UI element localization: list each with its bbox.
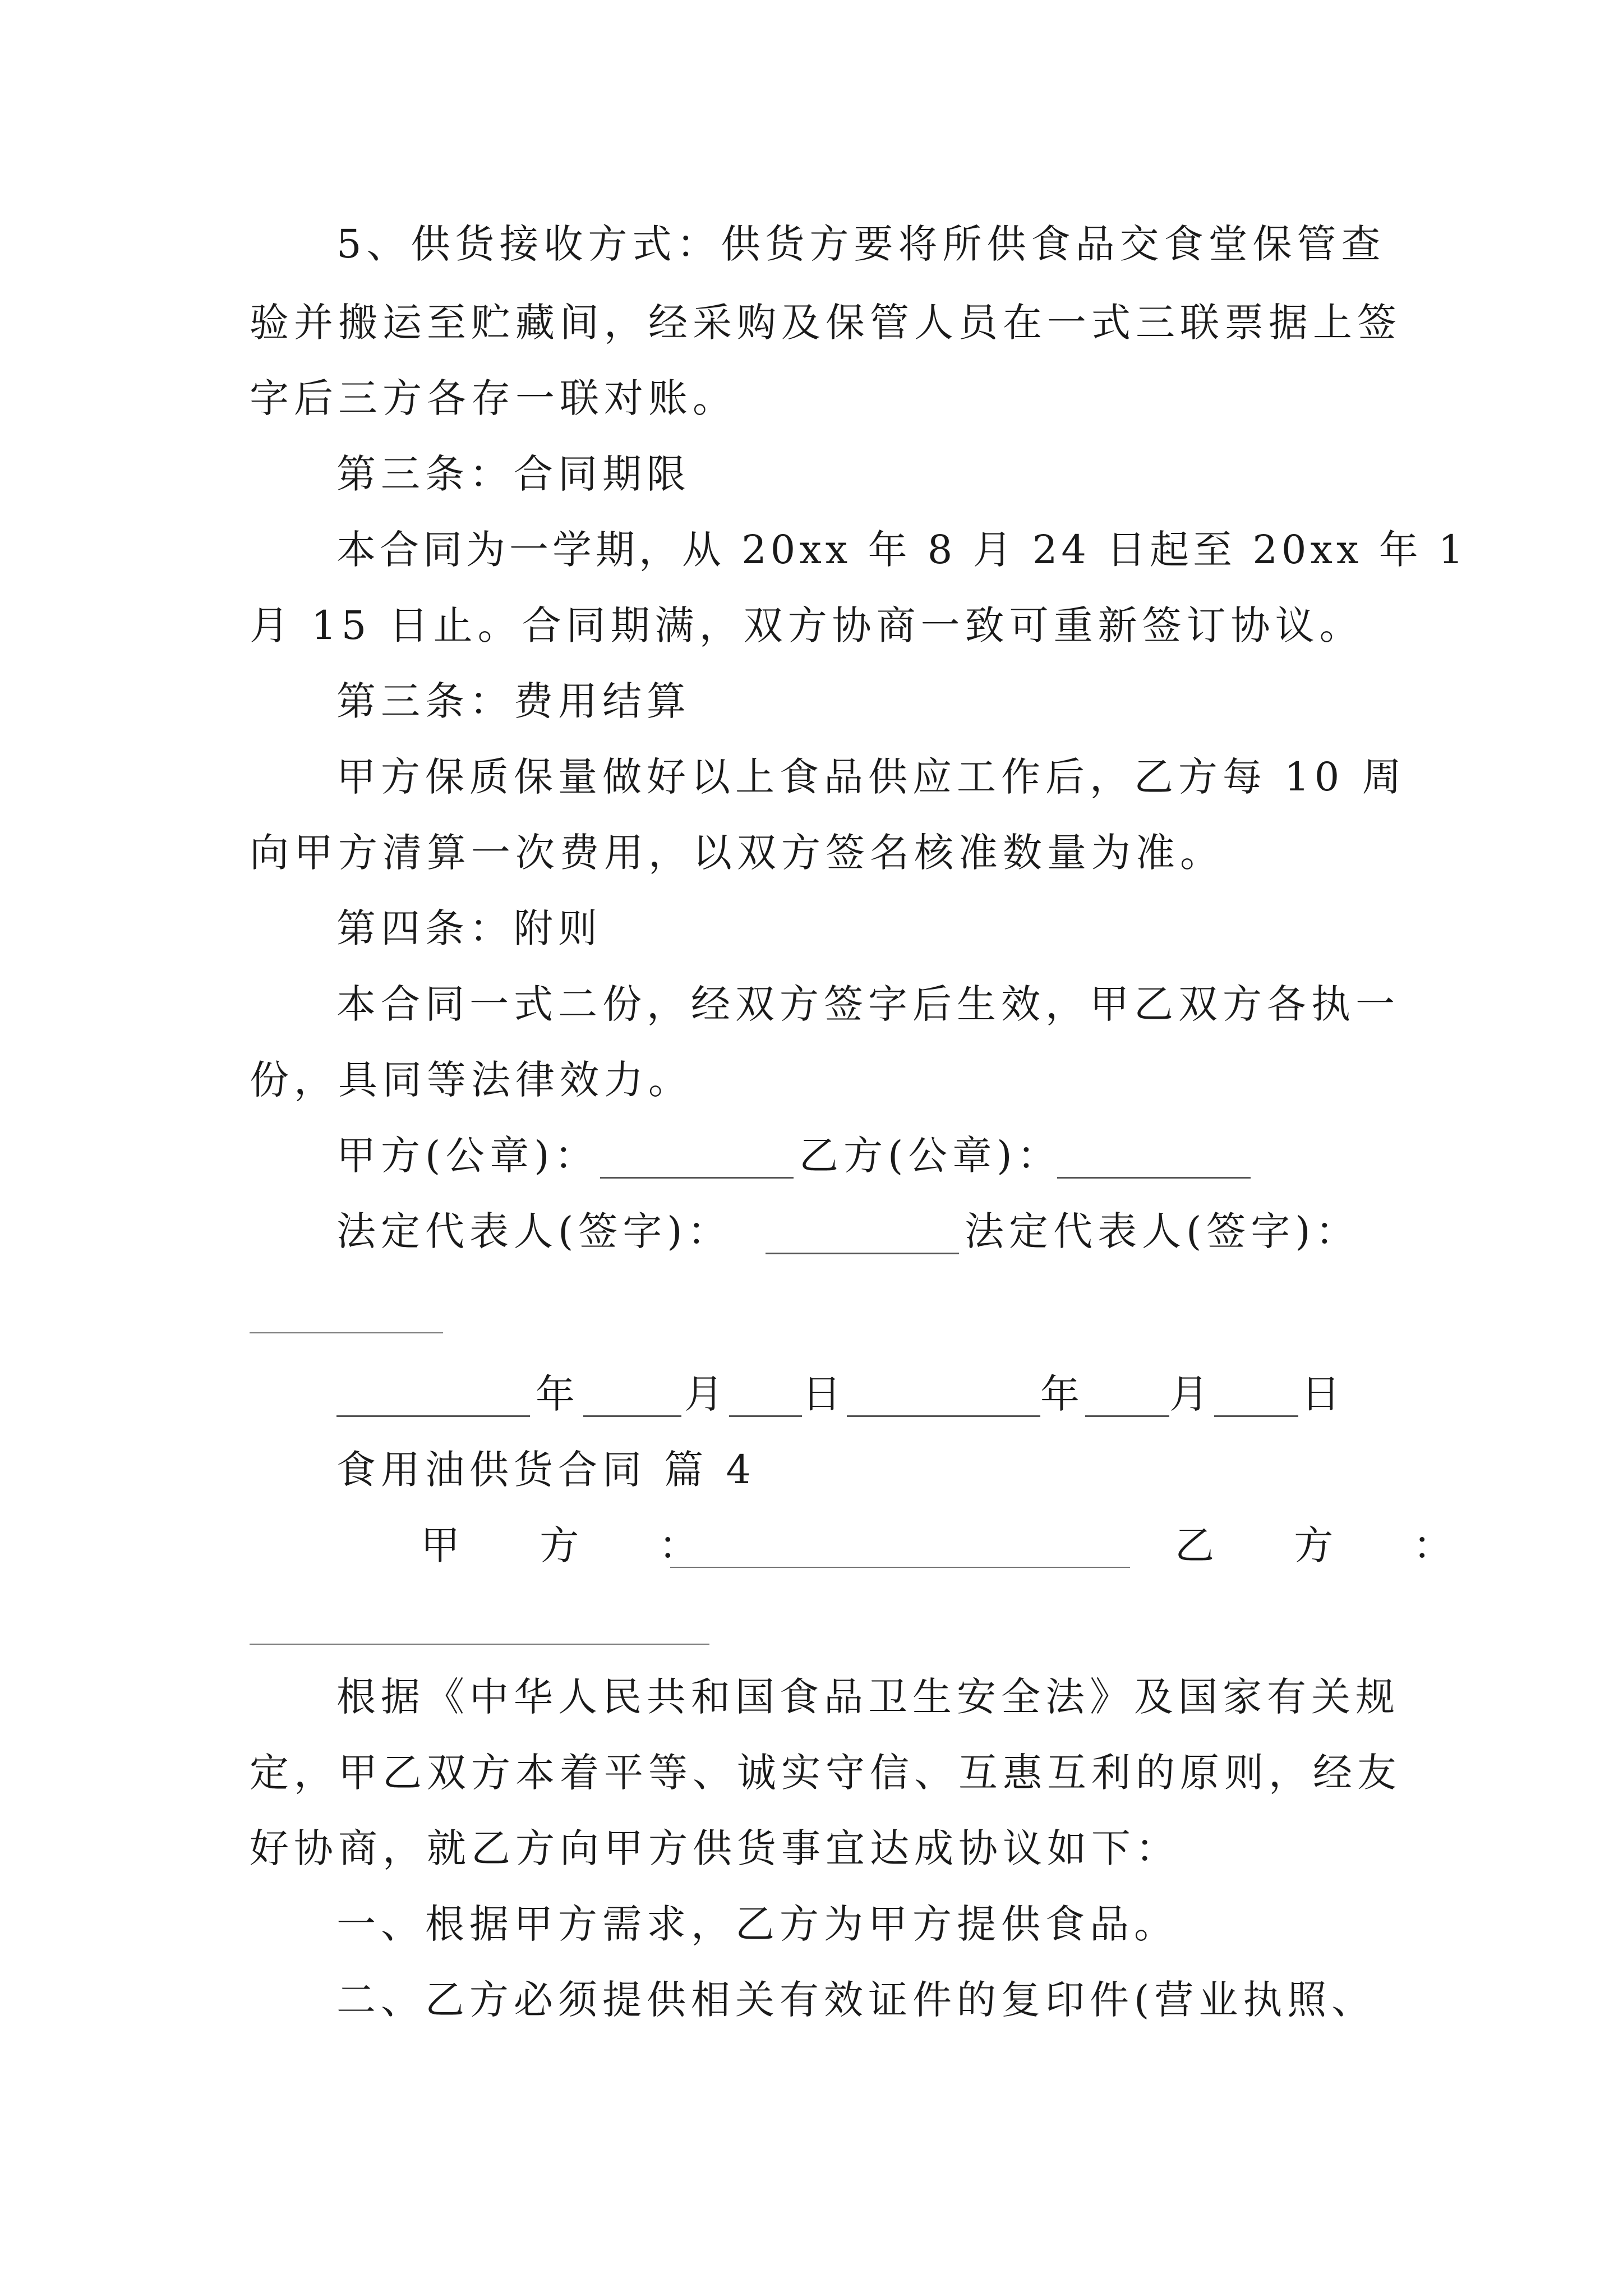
section-heading: 第三条：费用结算 xyxy=(336,678,691,724)
paragraph-line: 定，甲乙双方本着平等、诚实守信、互惠互利的原则，经友 xyxy=(250,1750,1401,1796)
date-b-month-blank xyxy=(1085,1415,1169,1417)
paragraph-line: 向甲方清算一次费用，以双方签名核准数量为准。 xyxy=(250,830,1224,876)
section-title: 食用油供货合同 篇 4 xyxy=(336,1447,757,1493)
paragraph-line: 份，具同等法律效力。 xyxy=(250,1057,693,1103)
paragraph-line: 验并搬运至贮藏间，经采购及保管人员在一式三联票据上签 xyxy=(250,300,1401,346)
date-b-day-label: 日 xyxy=(1301,1371,1345,1417)
rep-a-label: 法定代表人(签字)： xyxy=(336,1208,732,1254)
date-a-year-label: 年 xyxy=(536,1371,580,1417)
date-a-year-blank xyxy=(336,1415,530,1417)
party-b-label: 乙 方 ： xyxy=(1175,1522,1486,1568)
paragraph-line: 根据《中华人民共和国食品卫生安全法》及国家有关规 xyxy=(336,1674,1400,1720)
paragraph-line: 甲方保质保量做好以上食品供应工作后，乙方每 10 周 xyxy=(336,754,1407,800)
party-a-label: 甲 方 ： xyxy=(421,1522,732,1568)
paragraph-line: 本合同为一学期，从 20xx 年 8 月 24 日起至 20xx 年 1 xyxy=(336,527,1468,573)
date-b-month-label: 月 xyxy=(1169,1371,1214,1417)
party-b-blank xyxy=(250,1644,709,1645)
paragraph-line: 字后三方各存一联对账。 xyxy=(250,375,737,421)
date-b-year-label: 年 xyxy=(1040,1371,1085,1417)
party-a-blank xyxy=(670,1567,1130,1568)
party-a-seal-blank xyxy=(600,1177,794,1179)
date-b-day-blank xyxy=(1214,1415,1298,1417)
date-b-year-blank xyxy=(847,1415,1040,1417)
party-a-seal-label: 甲方(公章)： xyxy=(336,1133,599,1179)
rep-a-blank xyxy=(766,1253,959,1254)
paragraph-line: 本合同一式二份，经双方签字后生效，甲乙双方各执一 xyxy=(336,981,1400,1027)
paragraph-line: 好协商，就乙方向甲方供货事宜达成协议如下： xyxy=(250,1825,1180,1871)
party-b-seal-label: 乙方(公章)： xyxy=(799,1133,1062,1179)
date-a-day-label: 日 xyxy=(802,1371,846,1417)
rep-b-label: 法定代表人(签字)： xyxy=(965,1208,1360,1254)
rep-b-blank xyxy=(250,1332,443,1333)
date-a-day-blank xyxy=(729,1415,802,1417)
date-a-month-label: 月 xyxy=(684,1371,728,1417)
paragraph-line: 一、根据甲方需求，乙方为甲方提供食品。 xyxy=(336,1901,1178,1947)
party-b-seal-blank xyxy=(1057,1177,1251,1179)
paragraph-line: 5、供货接收方式：供货方要将所供食品交食堂保管查 xyxy=(336,221,1386,267)
paragraph-line: 月 15 日止。合同期满，双方协商一致可重新签订协议。 xyxy=(250,602,1364,648)
date-a-month-blank xyxy=(583,1415,681,1417)
paragraph-line: 二、乙方必须提供相关有效证件的复印件(营业执照、 xyxy=(336,1977,1376,2023)
section-heading: 第四条：附则 xyxy=(336,905,602,951)
section-heading: 第三条：合同期限 xyxy=(336,451,691,497)
